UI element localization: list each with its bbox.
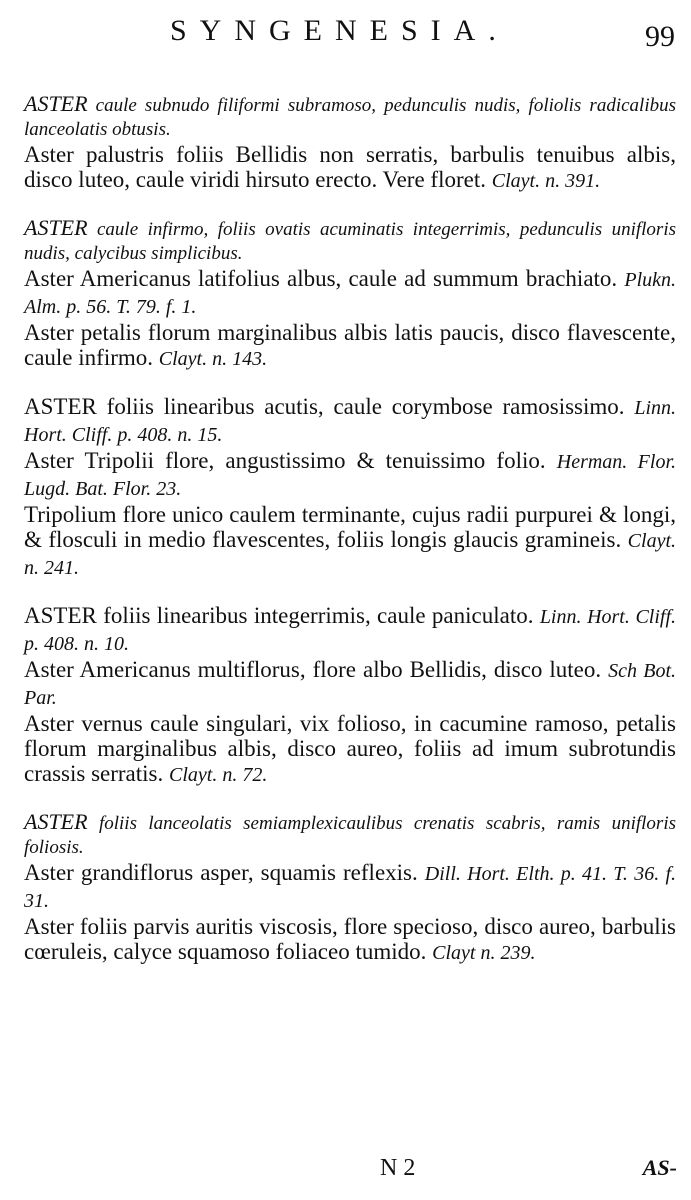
synonym-text: Aster vernus caule singulari, vix folioso, in cacumine ramoso, petalis florum marginalibus albis, disco aureo, foliis ad imum subrotundis crassis serratis.: [24, 711, 676, 786]
citation: Clayt n. 239.: [432, 942, 536, 964]
synonym: [24, 657, 676, 711]
catchword: AS-: [642, 1155, 677, 1180]
diagnosis: [24, 810, 676, 860]
page-number: 99: [645, 20, 675, 53]
synonym: [24, 711, 676, 788]
page-header: [20, 14, 675, 54]
synonym-text: Tripolium flore unico caulem terminante, cujus radii purpurei & longi, & flosculi in medio flavescentes, foliis longis glaucis gramineis.: [24, 502, 676, 552]
citation: Plukn. Alm. p. 56. T. 79. f. 1.: [24, 269, 677, 318]
species-entry: [24, 216, 676, 372]
genus-name: ASTER: [24, 394, 97, 419]
synonym-text: Aster Americanus latifolius albus, caule ad summum brachiato.: [24, 266, 618, 291]
synonym: [24, 142, 676, 194]
diagnosis-text: caule infirmo, foliis ovatis acuminatis integerrimis, pedunculis unifloris nudis, calycibus simplicibus.: [24, 219, 677, 264]
synonym-text: Aster palustris foliis Bellidis non serratis, barbulis tenuibus albis, disco luteo, caule viridi hirsuto erecto. Vere floret.: [24, 142, 676, 192]
citation: Clayt. n. 72.: [169, 764, 268, 786]
citation: Clayt. n. 143.: [158, 348, 268, 370]
synonym: [24, 860, 676, 914]
synonym: [24, 502, 676, 581]
synonym: [24, 320, 676, 372]
citation: Clayt. n. 391.: [491, 170, 601, 192]
page-body: [24, 92, 676, 988]
diagnosis: [24, 394, 676, 448]
citation: Clayt. n. 241.: [24, 530, 677, 579]
synonym-text: Aster Tripolii flore, angustissimo & tenuissimo folio.: [24, 448, 546, 473]
diagnosis-text: foliis linearibus acutis, caule corymbose ramosissimo.: [106, 394, 625, 419]
running-title: SYNGENESIA.: [170, 14, 509, 47]
synonym-text: Aster Americanus multiflorus, flore albo Bellidis, disco luteo.: [24, 657, 602, 682]
species-entry: [24, 394, 676, 581]
diagnosis-text: foliis lanceolatis semiamplexicaulibus crenatis scabris, ramis unifloris foliosis.: [24, 813, 676, 858]
signature-mark: N 2: [380, 1155, 416, 1181]
diagnosis: [24, 216, 676, 266]
synonym-text: Aster grandiflorus asper, squamis reflexis.: [24, 860, 418, 885]
genus-name: ASTER: [24, 809, 88, 834]
citation: Linn. Hort. Cliff. p. 408. n. 10.: [24, 606, 677, 655]
synonym: [24, 266, 676, 320]
citation: Dill. Hort. Elth. p. 41. T. 36. f. 31.: [24, 863, 677, 912]
diagnosis: [24, 603, 676, 657]
genus-name: ASTER: [24, 215, 88, 240]
synonym: [24, 914, 676, 966]
genus-name: ASTER: [24, 91, 88, 116]
diagnosis-text: caule subnudo filiformi subramoso, pedunculis nudis, foliolis radicalibus lanceolatis obtusis.: [24, 95, 676, 140]
species-entry: [24, 603, 676, 788]
diagnosis-text: foliis linearibus integerrimis, caule paniculato.: [103, 603, 534, 628]
species-entry: [24, 92, 676, 194]
citation: Linn. Hort. Cliff. p. 408. n. 15.: [24, 397, 677, 446]
genus-name: ASTER: [24, 603, 97, 628]
synonym-text: Aster foliis parvis auritis viscosis, flore specioso, disco aureo, barbulis cœruleis, calyce squamoso foliaceo tumido.: [24, 914, 676, 964]
synonym-text: Aster petalis florum marginalibus albis latis paucis, disco flavescente, caule infirmo.: [24, 320, 676, 370]
species-entry: [24, 810, 676, 966]
citation: Sch Bot. Par.: [24, 660, 677, 709]
page-footer: [0, 1155, 691, 1185]
citation: Herman. Flor. Lugd. Bat. Flor. 23.: [24, 451, 677, 500]
diagnosis: [24, 92, 676, 142]
synonym: [24, 448, 676, 502]
